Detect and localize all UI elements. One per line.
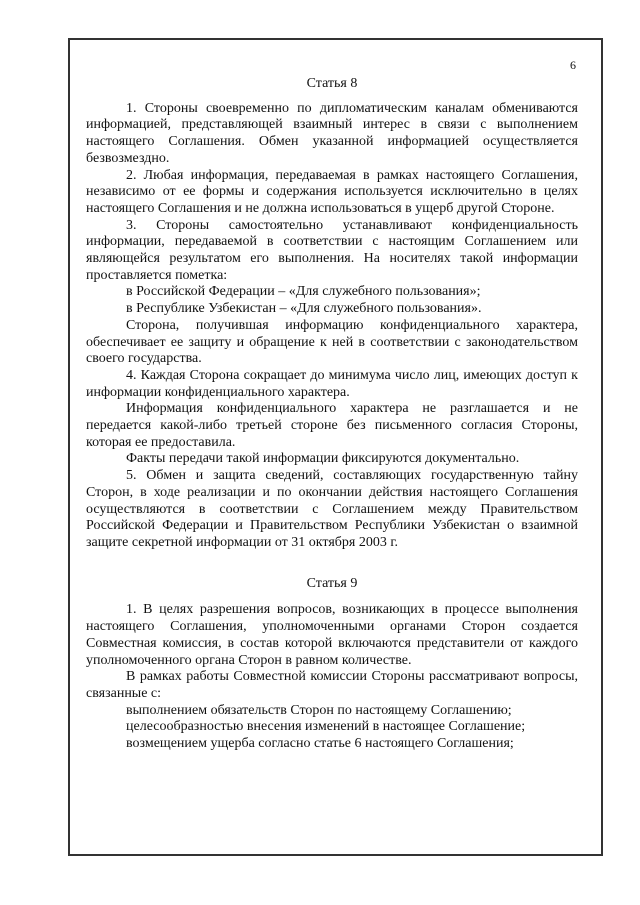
article-9-item-2: целесообразностью внесения изменений в настоящее Соглашение; [126,719,526,735]
article-8-paragraph-5: 5. Обмен и защита сведений, составляющих государственную тайну Сторон, в ходе реализации и по окончании действия настоящего Соглашения осуществляются в соответствии с Соглашением между Правительством Российской Федерации и Правительством Республики Узбекистан о взаимной защите секретной информации от 31 октября 2003 г. [86,468,578,550]
article-8-paragraph-1: 1. Стороны своевременно по дипломатическим каналам обмениваются информацией, представляющей взаимный интерес в связи с выполнением настоящего Соглашения. Обмен указанной информацией осуществляется безвозмездно. [86,100,578,166]
article-9-title: Статья 9 [306,575,358,591]
article-8-paragraph-3: 3. Стороны самостоятельно устанавливают конфиденциальность информации, передаваемой в соответствии с настоящим Соглашением или являющейся результатом его выполнения. На носителях такой информации проставляется пометка: [86,217,578,283]
article-9-item-3: возмещением ущерба согласно статье 6 настоящего Соглашения; [126,736,514,752]
document-body [86,76,578,753]
article-8-mark-russia: в Российской Федерации – «Для служебного пользования»; [126,284,481,300]
article-8-paragraph-4c: Факты передачи такой информации фиксируются документально. [126,451,520,467]
article-9-paragraph-2: В рамках работы Совместной комиссии Стороны рассматривают вопросы, связанные с: [86,669,578,701]
article-8-paragraph-4b: Информация конфиденциального характера не разглашается и не передается какой-либо третьей стороне без письменного согласия Стороны, которая ее предоставила. [86,401,578,450]
article-8-paragraph-2: 2. Любая информация, передаваемая в рамках настоящего Соглашения, независимо от ее формы и содержания используется исключительно в целях настоящего Соглашения и не должна использоваться в ущерб другой Стороне. [86,167,578,216]
article-8-paragraph-3b: Сторона, получившая информацию конфиденциального характера, обеспечивает ее защиту и обращение к ней в соответствии с законодательством своего государства. [86,317,578,367]
page-number: 6 [570,58,576,72]
article-9-item-1: выполнением обязательств Сторон по настоящему Соглашению; [126,702,512,718]
article-8-mark-uzbekistan: в Республике Узбекистан – «Для служебного пользования». [126,301,482,317]
article-9-paragraph-1: 1. В целях разрешения вопросов, возникающих в процессе выполнения настоящего Соглашения, уполномоченными органами Сторон создается Совместная комиссия, в состав которой включаются представители от каждого уполномоченного органа Сторон в равном количестве. [86,602,578,668]
article-8-title: Статья 8 [306,76,358,91]
article-8-paragraph-4: 4. Каждая Сторона сокращает до минимума число лиц, имеющих доступ к информации конфиденциального характера. [86,367,578,400]
